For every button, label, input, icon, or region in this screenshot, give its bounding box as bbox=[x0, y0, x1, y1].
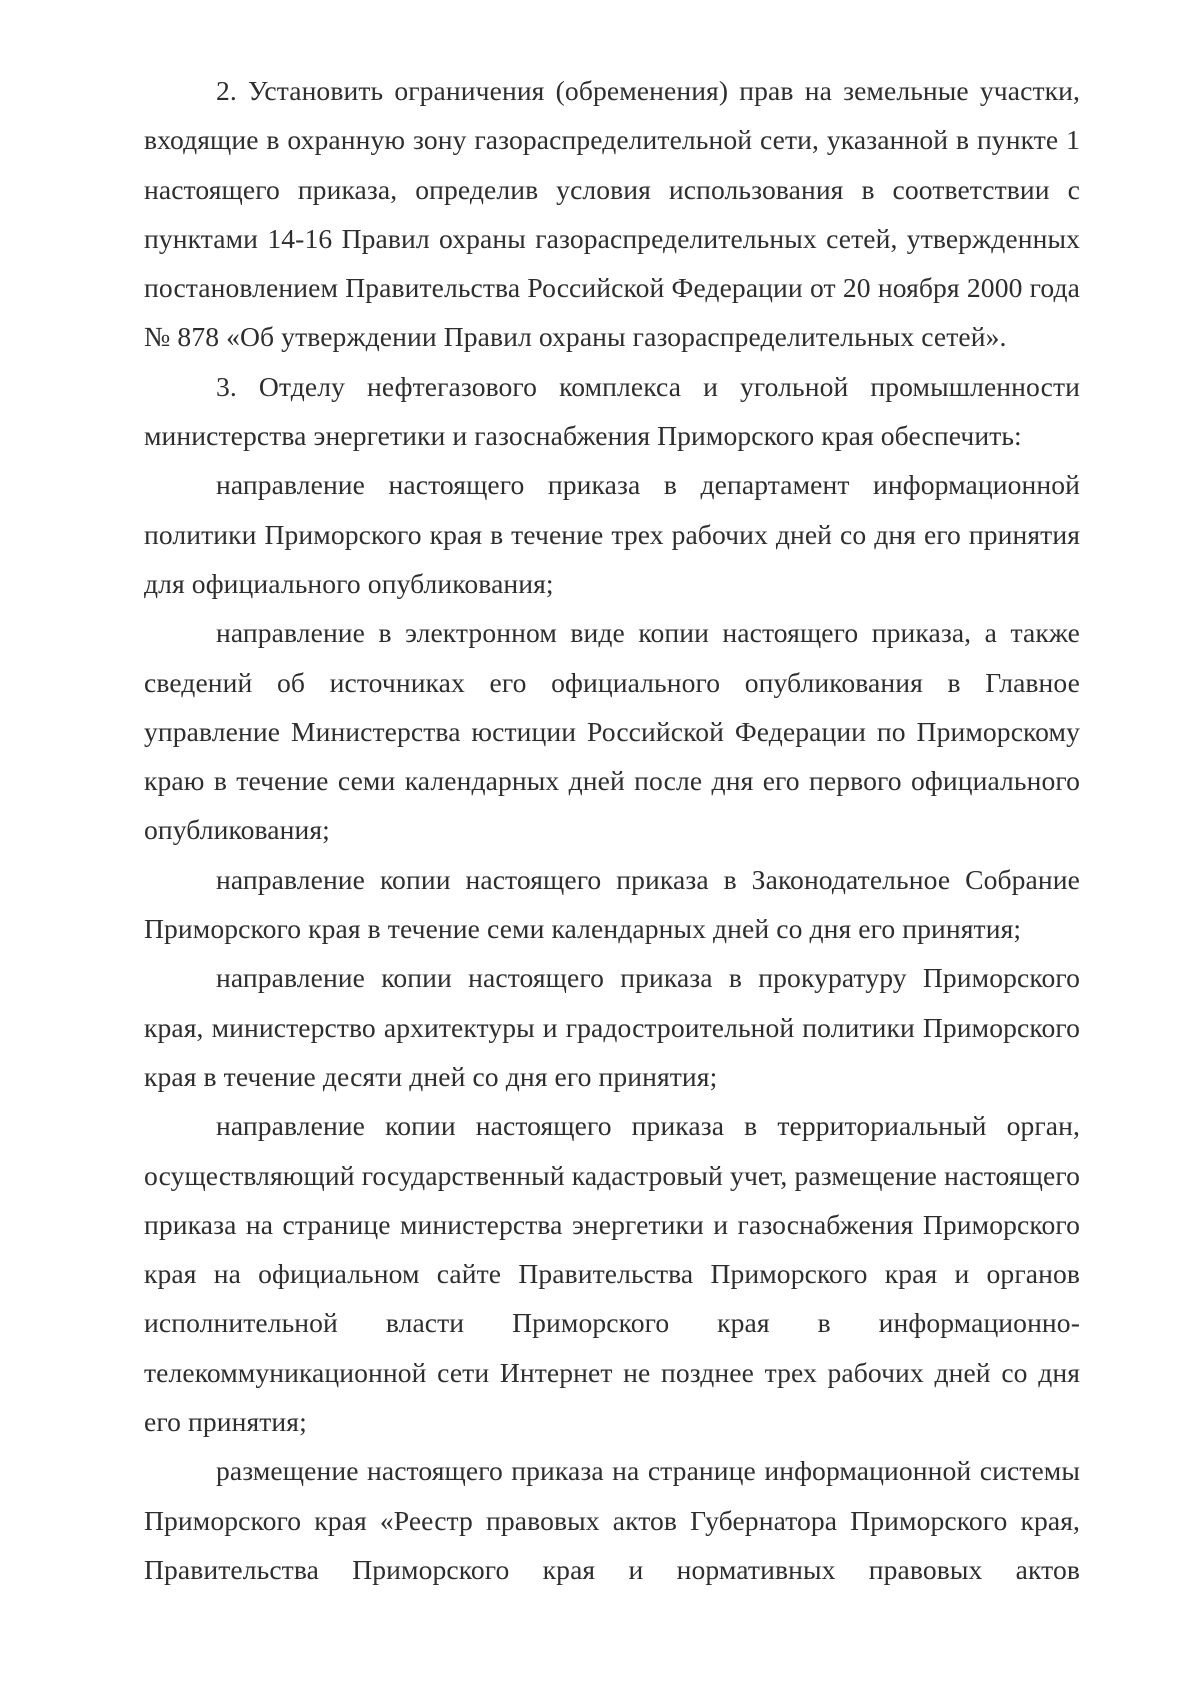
paragraph-justice-ministry-copy: направление в электронном виде копии настоящего приказа, а также сведений об источниках его официального опубликования в Главное управление Министерства юстиции Российской Федерации по Приморскому краю в течение семи календарных дней после дня его первого официального опубликования; bbox=[144, 617, 1080, 846]
paragraph-legislative-assembly-copy: направление копии настоящего приказа в Законодательное Собрание Приморского края в течение семи календарных дней со дня его принятия; bbox=[144, 863, 1080, 945]
paragraph-registry-placement: размещение настоящего приказа на странице информационной системы Приморского края «Реестр правовых актов Губернатора Приморского края, Правительства Приморского края и нормативных правовых актов bbox=[144, 1455, 1080, 1585]
paragraph-item-3-department-duties: 3. Отделу нефтегазового комплекса и угольной промышленности министерства энергетики и газоснабжения Приморского края обеспечить: bbox=[144, 370, 1080, 452]
paragraph-item-2-land-restrictions: 2. Установить ограничения (обременения) прав на земельные участки, входящие в охранную зону газораспределительной сети, указанной в пункте 1 настоящего приказа, определив условия использования в соответствии с пунктами 14-16 Правил охраны газораспределительных сетей, утвержденных постановлением Правительства Российской Федерации от 20 ноября 2000 года № 878 «Об утверждении Правил охраны газораспределительных сетей». bbox=[144, 75, 1080, 353]
paragraph-prosecutor-copy: направление копии настоящего приказа в прокуратуру Приморского края, министерство архитектуры и градостроительной политики Приморского края в течение десяти дней со дня его принятия; bbox=[144, 962, 1080, 1092]
paragraph-publication-referral: направление настоящего приказа в департамент информационной политики Приморского края в течение трех рабочих дней со дня его принятия для официального опубликования; bbox=[144, 469, 1080, 599]
paragraph-cadastral-and-website: направление копии настоящего приказа в территориальный орган, осуществляющий государственный кадастровый учет, размещение настоящего приказа на странице министерства энергетики и газоснабжения Приморского края на официальном сайте Правительства Приморского края и органов исполнительной власти Приморского края в информационно-телекоммуникационной сети Интернет не позднее трех рабочих дней со дня его принятия; bbox=[144, 1110, 1080, 1438]
